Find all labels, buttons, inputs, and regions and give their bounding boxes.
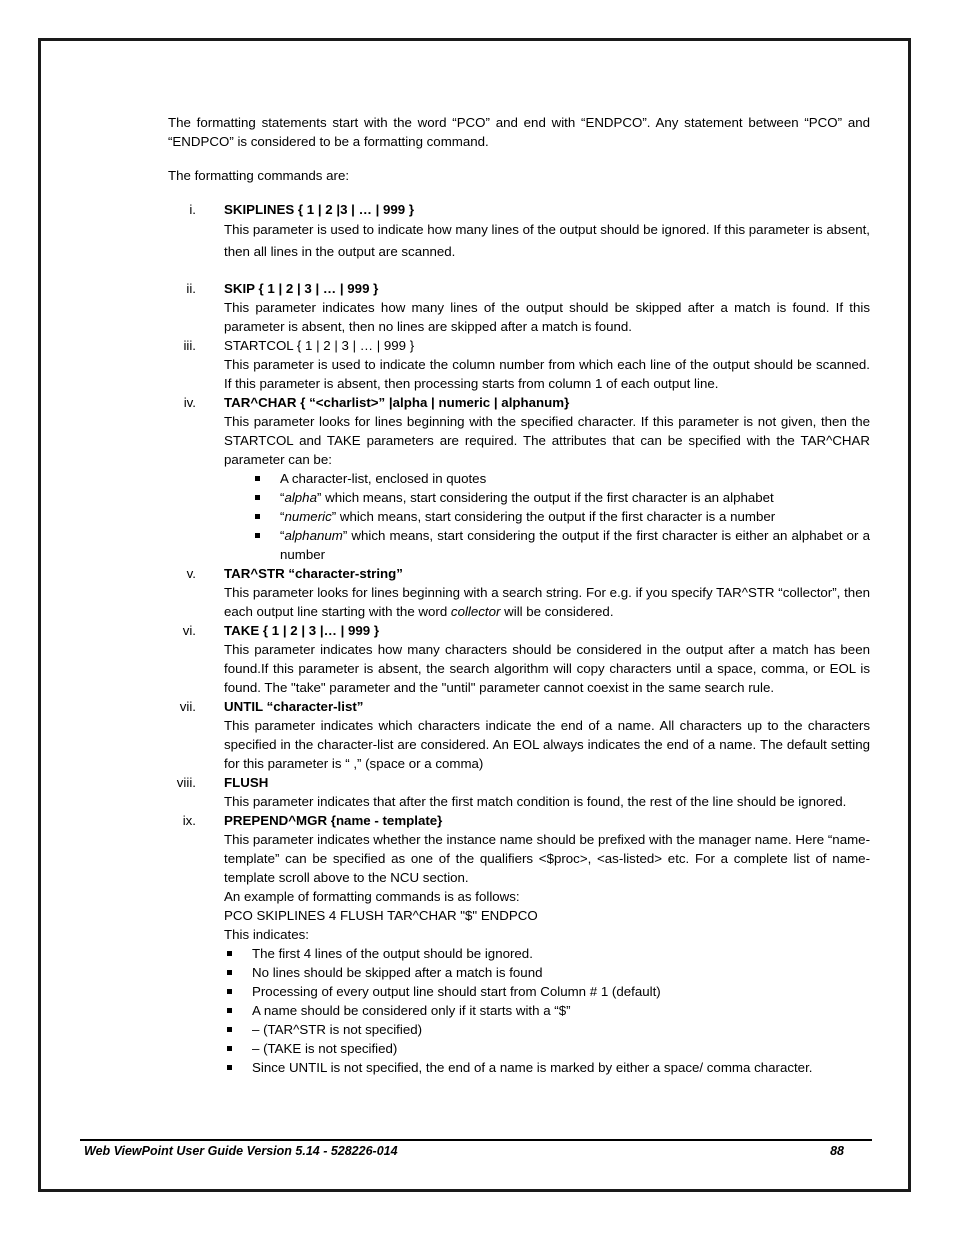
- command-item: [168, 773, 870, 811]
- bullet-square-icon: [227, 1008, 232, 1013]
- command-description: This parameter is used to indicate the column number from which each line of the output should be scanned. If this parameter is absent, then processing starts from column 1 of each output line.: [224, 357, 870, 391]
- bullet-square-icon: [255, 533, 260, 538]
- example-intro: An example of formatting commands is as follows:: [224, 889, 520, 904]
- item-number: iii.: [183, 338, 196, 353]
- list-item: – (TAR^STR is not specified): [224, 1020, 870, 1039]
- list-item: A name should be considered only if it starts with a “$”: [224, 1001, 870, 1020]
- list-item: “alpha” which means, start considering the output if the first character is an alphabet: [252, 488, 870, 507]
- command-description: This parameter indicates how many lines of the output should be skipped after a match is found. If this parameter is absent, then no lines are skipped after a match is found.: [224, 300, 870, 334]
- list-item: The first 4 lines of the output should be ignored.: [224, 944, 870, 963]
- page-number: 88: [830, 1144, 844, 1158]
- bullet-square-icon: [227, 1065, 232, 1070]
- item-number: vi.: [182, 623, 196, 638]
- item-number: iv.: [183, 395, 196, 410]
- command-title: UNTIL “character-list”: [224, 699, 364, 714]
- bullet-square-icon: [227, 1027, 232, 1032]
- bullet-square-icon: [227, 1046, 232, 1051]
- command-description: This parameter indicates that after the first match condition is found, the rest of the line should be ignored.: [224, 794, 847, 809]
- commands-intro: The formatting commands are:: [168, 168, 350, 183]
- command-description: This parameter is used to indicate how many lines of the output should be ignored. If this parameter is absent, then all lines in the output are scanned.: [224, 222, 870, 259]
- command-description: This parameter looks for lines beginning with a search string. For e.g. if you specify TAR^STR “collector”, then each output line starting with the word collector will be considered.: [224, 585, 870, 619]
- item-number: i.: [189, 202, 196, 217]
- list-item: No lines should be skipped after a match is found: [224, 963, 870, 982]
- intro-paragraph: The formatting statements start with the word “PCO” and end with “ENDPCO”. Any statement between “PCO” and “ENDPCO” is considered to be a formatting command.: [168, 115, 870, 149]
- bullet-square-icon: [255, 476, 260, 481]
- bullet-square-icon: [255, 514, 260, 519]
- command-title: TAR^STR “character-string”: [224, 566, 403, 581]
- command-item: [168, 811, 870, 1077]
- item-number: vii.: [179, 699, 196, 714]
- command-title: PREPEND^MGR {name - template}: [224, 813, 443, 828]
- item-number: ii.: [186, 281, 196, 296]
- example-indicates: This indicates:: [224, 927, 309, 942]
- bullet-square-icon: [255, 495, 260, 500]
- command-item: [168, 200, 870, 263]
- list-item: Processing of every output line should start from Column # 1 (default): [224, 982, 870, 1001]
- command-item: [168, 279, 870, 336]
- list-item: A character-list, enclosed in quotes: [252, 469, 870, 488]
- command-item: [168, 336, 870, 393]
- list-item: Since UNTIL is not specified, the end of a name is marked by either a space/ comma character.: [224, 1058, 870, 1077]
- command-title: STARTCOL { 1 | 2 | 3 | … | 999 }: [224, 338, 415, 353]
- command-title: FLUSH: [224, 775, 269, 790]
- command-item: [168, 393, 870, 564]
- footer-title: Web ViewPoint User Guide Version 5.14 - 528226-014: [84, 1144, 398, 1158]
- bullet-square-icon: [227, 989, 232, 994]
- page-footer: [84, 1144, 844, 1158]
- command-description: This parameter looks for lines beginning with the specified character. If this parameter is not given, then the STARTCOL and TAKE parameters are required. The attributes that can be specified with the TAR^CHAR parameter can be:: [224, 414, 870, 467]
- item-number: ix.: [182, 813, 196, 828]
- list-item: “numeric” which means, start considering the output if the first character is a number: [252, 507, 870, 526]
- bullet-square-icon: [227, 970, 232, 975]
- command-description: This parameter indicates which characters indicate the end of a name. All characters up to the characters specified in the character-list are considered. An EOL always indicates the end of a name. The default setting for this parameter is “ ,” (space or a comma): [224, 718, 870, 771]
- command-description: This parameter indicates whether the instance name should be prefixed with the manager name. Here “name-template” can be specified as one of the qualifiers <$proc>, <as-listed> etc. For a complete list of name-template scroll above to the NCU section.: [224, 832, 870, 885]
- command-title: SKIP { 1 | 2 | 3 | … | 999 }: [224, 281, 379, 296]
- command-title: TAR^CHAR { “<charlist>” |alpha | numeric | alphanum}: [224, 395, 570, 410]
- command-title: SKIPLINES { 1 | 2 |3 | … | 999 }: [224, 202, 415, 217]
- command-description: This parameter indicates how many characters should be considered in the output after a match has been found.If this parameter is absent, the search algorithm will copy characters until a space, comma, or EOL is found. The "take" parameter and the "until" parameter cannot coexist in the same search rule.: [224, 642, 870, 695]
- command-title: TAKE { 1 | 2 | 3 |… | 999 }: [224, 623, 380, 638]
- item-number: v.: [186, 566, 196, 581]
- attribute-list: [224, 469, 870, 564]
- command-item: [168, 697, 870, 773]
- footer-rule: [80, 1139, 872, 1141]
- example-list: [224, 944, 870, 1077]
- command-item: [168, 621, 870, 697]
- item-number: viii.: [176, 775, 196, 790]
- list-item: – (TAKE is not specified): [224, 1039, 870, 1058]
- command-item: [168, 564, 870, 621]
- example-code: PCO SKIPLINES 4 FLUSH TAR^CHAR "$" ENDPCO: [224, 908, 538, 923]
- document-body: [168, 113, 870, 1077]
- bullet-square-icon: [227, 951, 232, 956]
- list-item: “alphanum” which means, start considering the output if the first character is either an alphabet or a number: [252, 526, 870, 564]
